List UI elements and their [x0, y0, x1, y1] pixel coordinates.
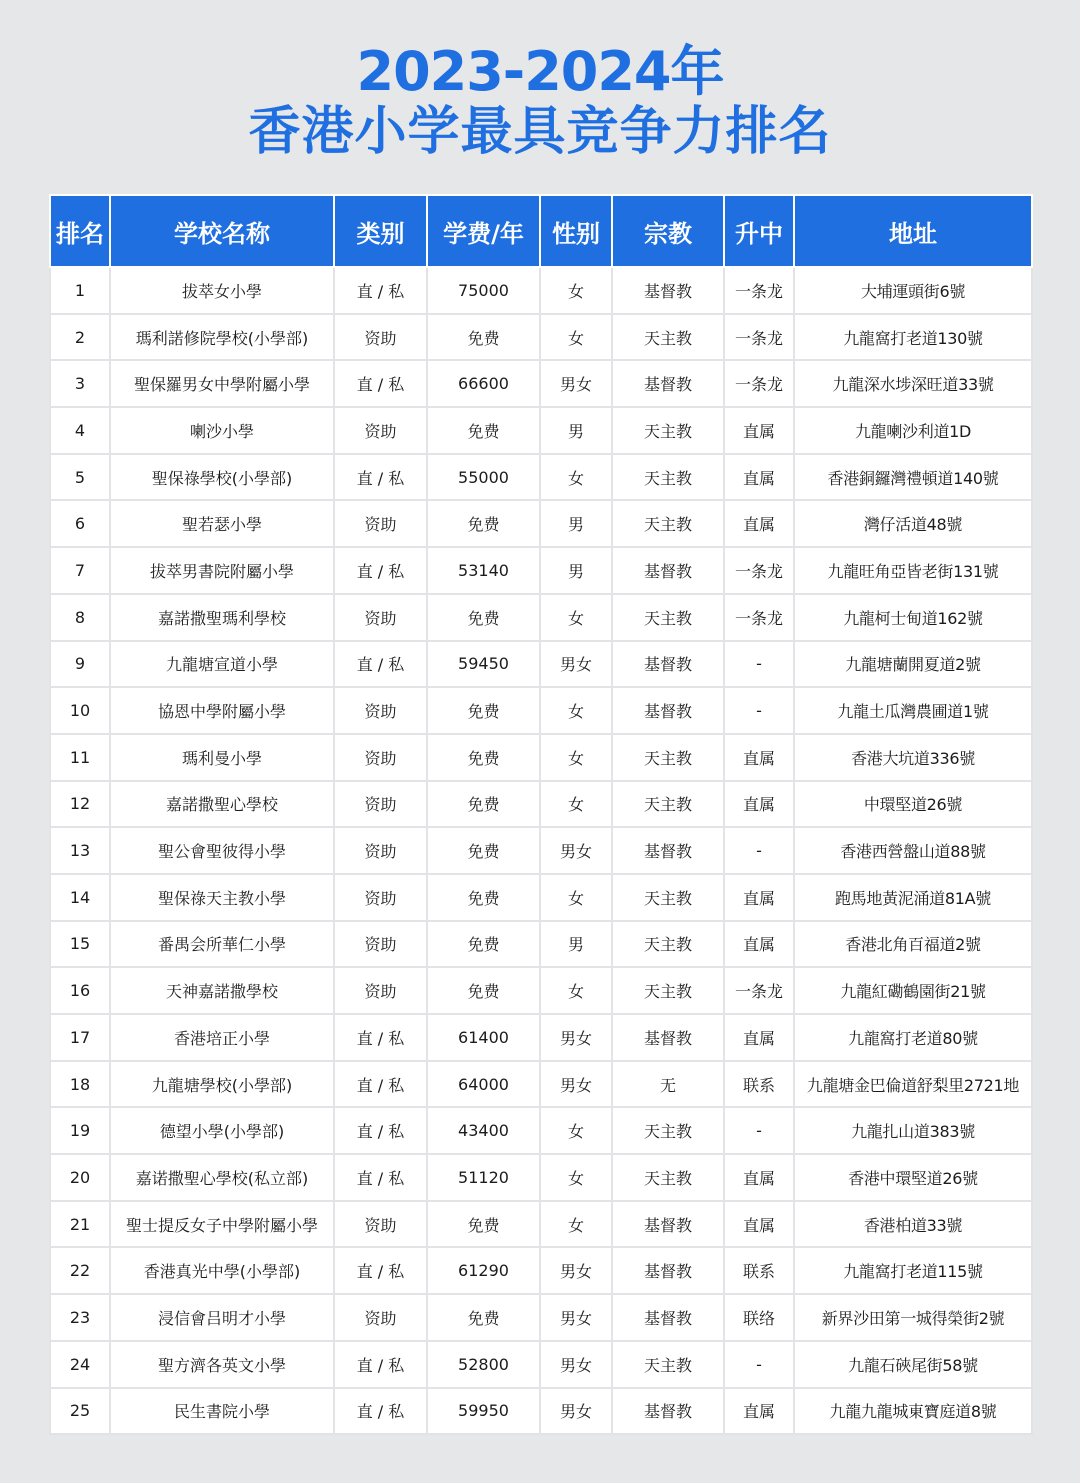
school-name-cell: 聖保祿學校(小學部) — [110, 454, 334, 501]
address-cell: 香港柏道33號 — [794, 1201, 1032, 1248]
address-cell: 中環堅道26號 — [794, 781, 1032, 828]
category-cell: 直 / 私 — [334, 454, 427, 501]
tuition-cell: 免费 — [427, 314, 540, 361]
gender-cell: 女 — [540, 687, 612, 734]
header-progression: 升中 — [724, 195, 794, 267]
header-rank: 排名 — [50, 195, 110, 267]
religion-cell: 基督教 — [612, 360, 724, 407]
progression-cell: 一条龙 — [724, 360, 794, 407]
rank-cell: 3 — [50, 360, 110, 407]
rank-cell: 17 — [50, 1014, 110, 1061]
category-cell: 资助 — [334, 967, 427, 1014]
religion-cell: 天主教 — [612, 314, 724, 361]
progression-cell: 直属 — [724, 1014, 794, 1061]
table-row — [50, 874, 1032, 921]
school-name-cell: 聖保羅男女中學附屬小學 — [110, 360, 334, 407]
gender-cell: 女 — [540, 314, 612, 361]
religion-cell: 基督教 — [612, 687, 724, 734]
category-cell: 资助 — [334, 734, 427, 781]
tuition-cell: 64000 — [427, 1061, 540, 1108]
address-cell: 灣仔活道48號 — [794, 500, 1032, 547]
tuition-cell: 免费 — [427, 734, 540, 781]
category-cell: 直 / 私 — [334, 547, 427, 594]
tuition-cell: 免费 — [427, 781, 540, 828]
progression-cell: 直属 — [724, 407, 794, 454]
gender-cell: 男 — [540, 500, 612, 547]
address-cell: 九龍喇沙利道1D — [794, 407, 1032, 454]
rank-cell: 23 — [50, 1294, 110, 1341]
religion-cell: 天主教 — [612, 1154, 724, 1201]
school-name-cell: 九龍塘學校(小學部) — [110, 1061, 334, 1108]
gender-cell: 女 — [540, 1107, 612, 1154]
school-name-cell: 嘉諾撒聖瑪利學校 — [110, 594, 334, 641]
school-name-cell: 香港真光中學(小學部) — [110, 1247, 334, 1294]
address-cell: 九龍石硤尾街58號 — [794, 1341, 1032, 1388]
page-title-year: 2023-2024年 — [356, 40, 724, 103]
rank-cell: 12 — [50, 781, 110, 828]
rank-cell: 21 — [50, 1201, 110, 1248]
gender-cell: 男女 — [540, 1014, 612, 1061]
gender-cell: 男女 — [540, 360, 612, 407]
religion-cell: 基督教 — [612, 547, 724, 594]
table-body — [50, 267, 1032, 1434]
category-cell: 资助 — [334, 314, 427, 361]
progression-cell: 一条龙 — [724, 594, 794, 641]
address-cell: 大埔運頭街6號 — [794, 267, 1032, 314]
progression-cell: 直属 — [724, 781, 794, 828]
gender-cell: 男 — [540, 921, 612, 968]
address-cell: 九龍塘金巴倫道舒梨里2721地 — [794, 1061, 1032, 1108]
gender-cell: 女 — [540, 267, 612, 314]
religion-cell: 天主教 — [612, 407, 724, 454]
rank-cell: 22 — [50, 1247, 110, 1294]
religion-cell: 天主教 — [612, 781, 724, 828]
table-row — [50, 1014, 1032, 1061]
progression-cell: - — [724, 1341, 794, 1388]
table-row — [50, 1247, 1032, 1294]
address-cell: 香港銅鑼灣禮頓道140號 — [794, 454, 1032, 501]
category-cell: 资助 — [334, 1201, 427, 1248]
header-gender: 性别 — [540, 195, 612, 267]
ranking-table — [49, 194, 1031, 1435]
progression-cell: 直属 — [724, 921, 794, 968]
progression-cell: 一条龙 — [724, 267, 794, 314]
address-cell: 九龍塘蘭開夏道2號 — [794, 641, 1032, 688]
religion-cell: 天主教 — [612, 454, 724, 501]
rank-cell: 15 — [50, 921, 110, 968]
rank-cell: 2 — [50, 314, 110, 361]
school-name-cell: 嘉诺撒聖心學校(私立部) — [110, 1154, 334, 1201]
address-cell: 香港西營盤山道88號 — [794, 827, 1032, 874]
table-row — [50, 1061, 1032, 1108]
religion-cell: 基督教 — [612, 827, 724, 874]
religion-cell: 基督教 — [612, 1201, 724, 1248]
school-name-cell: 聖保祿天主教小學 — [110, 874, 334, 921]
tuition-cell: 免费 — [427, 1294, 540, 1341]
tuition-cell: 免费 — [427, 874, 540, 921]
header-category: 类别 — [334, 195, 427, 267]
gender-cell: 男女 — [540, 827, 612, 874]
address-cell: 香港中環堅道26號 — [794, 1154, 1032, 1201]
rank-cell: 16 — [50, 967, 110, 1014]
table-row — [50, 267, 1032, 314]
address-cell: 九龍扎山道383號 — [794, 1107, 1032, 1154]
rank-cell: 6 — [50, 500, 110, 547]
rank-cell: 11 — [50, 734, 110, 781]
rank-cell: 1 — [50, 267, 110, 314]
religion-cell: 基督教 — [612, 1388, 724, 1435]
progression-cell: 一条龙 — [724, 314, 794, 361]
progression-cell: - — [724, 827, 794, 874]
tuition-cell: 66600 — [427, 360, 540, 407]
gender-cell: 女 — [540, 454, 612, 501]
progression-cell: 直属 — [724, 734, 794, 781]
address-cell: 香港北角百福道2號 — [794, 921, 1032, 968]
religion-cell: 基督教 — [612, 267, 724, 314]
table-row — [50, 827, 1032, 874]
gender-cell: 男女 — [540, 1388, 612, 1435]
gender-cell: 男 — [540, 547, 612, 594]
progression-cell: 联络 — [724, 1294, 794, 1341]
table-row — [50, 1294, 1032, 1341]
table-row — [50, 734, 1032, 781]
school-name-cell: 天神嘉諾撒學校 — [110, 967, 334, 1014]
category-cell: 资助 — [334, 827, 427, 874]
address-cell: 九龍土瓜灣農圃道1號 — [794, 687, 1032, 734]
rank-cell: 5 — [50, 454, 110, 501]
progression-cell: - — [724, 1107, 794, 1154]
table-row — [50, 1341, 1032, 1388]
category-cell: 资助 — [334, 500, 427, 547]
tuition-cell: 免费 — [427, 687, 540, 734]
category-cell: 直 / 私 — [334, 360, 427, 407]
rank-cell: 9 — [50, 641, 110, 688]
gender-cell: 女 — [540, 1154, 612, 1201]
school-name-cell: 番禺会所華仁小學 — [110, 921, 334, 968]
tuition-cell: 免费 — [427, 1201, 540, 1248]
tuition-cell: 55000 — [427, 454, 540, 501]
gender-cell: 男女 — [540, 641, 612, 688]
category-cell: 资助 — [334, 594, 427, 641]
progression-cell: 直属 — [724, 1388, 794, 1435]
category-cell: 直 / 私 — [334, 641, 427, 688]
religion-cell: 天主教 — [612, 1341, 724, 1388]
address-cell: 九龍深水埗深旺道33號 — [794, 360, 1032, 407]
school-name-cell: 德望小學(小學部) — [110, 1107, 334, 1154]
table-row — [50, 641, 1032, 688]
tuition-cell: 免费 — [427, 594, 540, 641]
tuition-cell: 61400 — [427, 1014, 540, 1061]
rank-cell: 8 — [50, 594, 110, 641]
address-cell: 九龍窩打老道130號 — [794, 314, 1032, 361]
tuition-cell: 61290 — [427, 1247, 540, 1294]
address-cell: 九龍窩打老道80號 — [794, 1014, 1032, 1061]
rank-cell: 19 — [50, 1107, 110, 1154]
category-cell: 资助 — [334, 781, 427, 828]
tuition-cell: 52800 — [427, 1341, 540, 1388]
rank-cell: 13 — [50, 827, 110, 874]
rank-cell: 25 — [50, 1388, 110, 1435]
address-cell: 九龍旺角亞皆老街131號 — [794, 547, 1032, 594]
tuition-cell: 51120 — [427, 1154, 540, 1201]
category-cell: 资助 — [334, 1294, 427, 1341]
school-name-cell: 協恩中學附屬小學 — [110, 687, 334, 734]
religion-cell: 无 — [612, 1061, 724, 1108]
school-name-cell: 民生書院小學 — [110, 1388, 334, 1435]
gender-cell: 女 — [540, 967, 612, 1014]
tuition-cell: 75000 — [427, 267, 540, 314]
religion-cell: 基督教 — [612, 1247, 724, 1294]
table-row — [50, 921, 1032, 968]
tuition-cell: 免费 — [427, 967, 540, 1014]
table-row — [50, 1201, 1032, 1248]
tuition-cell: 免费 — [427, 921, 540, 968]
table-row — [50, 360, 1032, 407]
school-name-cell: 聖士提反女子中學附屬小學 — [110, 1201, 334, 1248]
tuition-cell: 免费 — [427, 407, 540, 454]
religion-cell: 基督教 — [612, 1294, 724, 1341]
progression-cell: 直属 — [724, 1154, 794, 1201]
rank-cell: 7 — [50, 547, 110, 594]
school-name-cell: 聖公會聖彼得小學 — [110, 827, 334, 874]
category-cell: 资助 — [334, 687, 427, 734]
religion-cell: 天主教 — [612, 734, 724, 781]
address-cell: 跑馬地黃泥涌道81A號 — [794, 874, 1032, 921]
progression-cell: 联系 — [724, 1061, 794, 1108]
table-row — [50, 781, 1032, 828]
tuition-cell: 43400 — [427, 1107, 540, 1154]
header-school-name: 学校名称 — [110, 195, 334, 267]
rank-cell: 20 — [50, 1154, 110, 1201]
address-cell: 九龍九龍城東寶庭道8號 — [794, 1388, 1032, 1435]
category-cell: 直 / 私 — [334, 1247, 427, 1294]
rank-cell: 14 — [50, 874, 110, 921]
religion-cell: 基督教 — [612, 1014, 724, 1061]
address-cell: 新界沙田第一城得榮街2號 — [794, 1294, 1032, 1341]
tuition-cell: 免费 — [427, 827, 540, 874]
table-row — [50, 1107, 1032, 1154]
religion-cell: 天主教 — [612, 594, 724, 641]
progression-cell: 直属 — [724, 874, 794, 921]
religion-cell: 天主教 — [612, 874, 724, 921]
progression-cell: 直属 — [724, 500, 794, 547]
school-name-cell: 嘉諾撒聖心學校 — [110, 781, 334, 828]
table-row — [50, 407, 1032, 454]
school-name-cell: 浸信會吕明才小學 — [110, 1294, 334, 1341]
table-row — [50, 1154, 1032, 1201]
table-row — [50, 500, 1032, 547]
school-name-cell: 喇沙小學 — [110, 407, 334, 454]
category-cell: 直 / 私 — [334, 1061, 427, 1108]
category-cell: 直 / 私 — [334, 1107, 427, 1154]
category-cell: 直 / 私 — [334, 1388, 427, 1435]
gender-cell: 女 — [540, 781, 612, 828]
header-tuition: 学费/年 — [427, 195, 540, 267]
school-name-cell: 瑪利諾修院學校(小學部) — [110, 314, 334, 361]
gender-cell: 男女 — [540, 1294, 612, 1341]
category-cell: 直 / 私 — [334, 1341, 427, 1388]
header-religion: 宗教 — [612, 195, 724, 267]
category-cell: 资助 — [334, 407, 427, 454]
tuition-cell: 59450 — [427, 641, 540, 688]
table-row — [50, 547, 1032, 594]
progression-cell: 直属 — [724, 454, 794, 501]
school-name-cell: 拔萃男書院附屬小學 — [110, 547, 334, 594]
tuition-cell: 59950 — [427, 1388, 540, 1435]
school-name-cell: 聖若瑟小學 — [110, 500, 334, 547]
rank-cell: 18 — [50, 1061, 110, 1108]
religion-cell: 天主教 — [612, 1107, 724, 1154]
tuition-cell: 免费 — [427, 500, 540, 547]
gender-cell: 女 — [540, 1201, 612, 1248]
table-row — [50, 314, 1032, 361]
category-cell: 资助 — [334, 921, 427, 968]
progression-cell: 直属 — [724, 1201, 794, 1248]
rank-cell: 24 — [50, 1341, 110, 1388]
school-name-cell: 九龍塘宣道小學 — [110, 641, 334, 688]
category-cell: 直 / 私 — [334, 1014, 427, 1061]
header-address: 地址 — [794, 195, 1032, 267]
gender-cell: 男女 — [540, 1341, 612, 1388]
school-name-cell: 香港培正小學 — [110, 1014, 334, 1061]
category-cell: 资助 — [334, 874, 427, 921]
address-cell: 九龍窩打老道115號 — [794, 1247, 1032, 1294]
gender-cell: 男女 — [540, 1061, 612, 1108]
progression-cell: - — [724, 641, 794, 688]
address-cell: 九龍紅磡鶴園街21號 — [794, 967, 1032, 1014]
address-cell: 九龍柯士甸道162號 — [794, 594, 1032, 641]
table-header-row — [50, 195, 1032, 267]
page-title: 香港小学最具竞争力排名 — [248, 102, 832, 162]
gender-cell: 男 — [540, 407, 612, 454]
tuition-cell: 53140 — [427, 547, 540, 594]
school-name-cell: 聖方濟各英文小學 — [110, 1341, 334, 1388]
table-row — [50, 594, 1032, 641]
school-name-cell: 瑪利曼小學 — [110, 734, 334, 781]
religion-cell: 基督教 — [612, 641, 724, 688]
table-row — [50, 687, 1032, 734]
religion-cell: 天主教 — [612, 921, 724, 968]
gender-cell: 女 — [540, 594, 612, 641]
religion-cell: 天主教 — [612, 500, 724, 547]
progression-cell: 一条龙 — [724, 547, 794, 594]
table-row — [50, 1388, 1032, 1435]
school-name-cell: 拔萃女小學 — [110, 267, 334, 314]
category-cell: 直 / 私 — [334, 267, 427, 314]
table-row — [50, 454, 1032, 501]
rank-cell: 4 — [50, 407, 110, 454]
progression-cell: 一条龙 — [724, 967, 794, 1014]
religion-cell: 天主教 — [612, 967, 724, 1014]
progression-cell: - — [724, 687, 794, 734]
gender-cell: 女 — [540, 874, 612, 921]
progression-cell: 联系 — [724, 1247, 794, 1294]
table-row — [50, 967, 1032, 1014]
gender-cell: 女 — [540, 734, 612, 781]
category-cell: 直 / 私 — [334, 1154, 427, 1201]
address-cell: 香港大坑道336號 — [794, 734, 1032, 781]
rank-cell: 10 — [50, 687, 110, 734]
gender-cell: 男女 — [540, 1247, 612, 1294]
